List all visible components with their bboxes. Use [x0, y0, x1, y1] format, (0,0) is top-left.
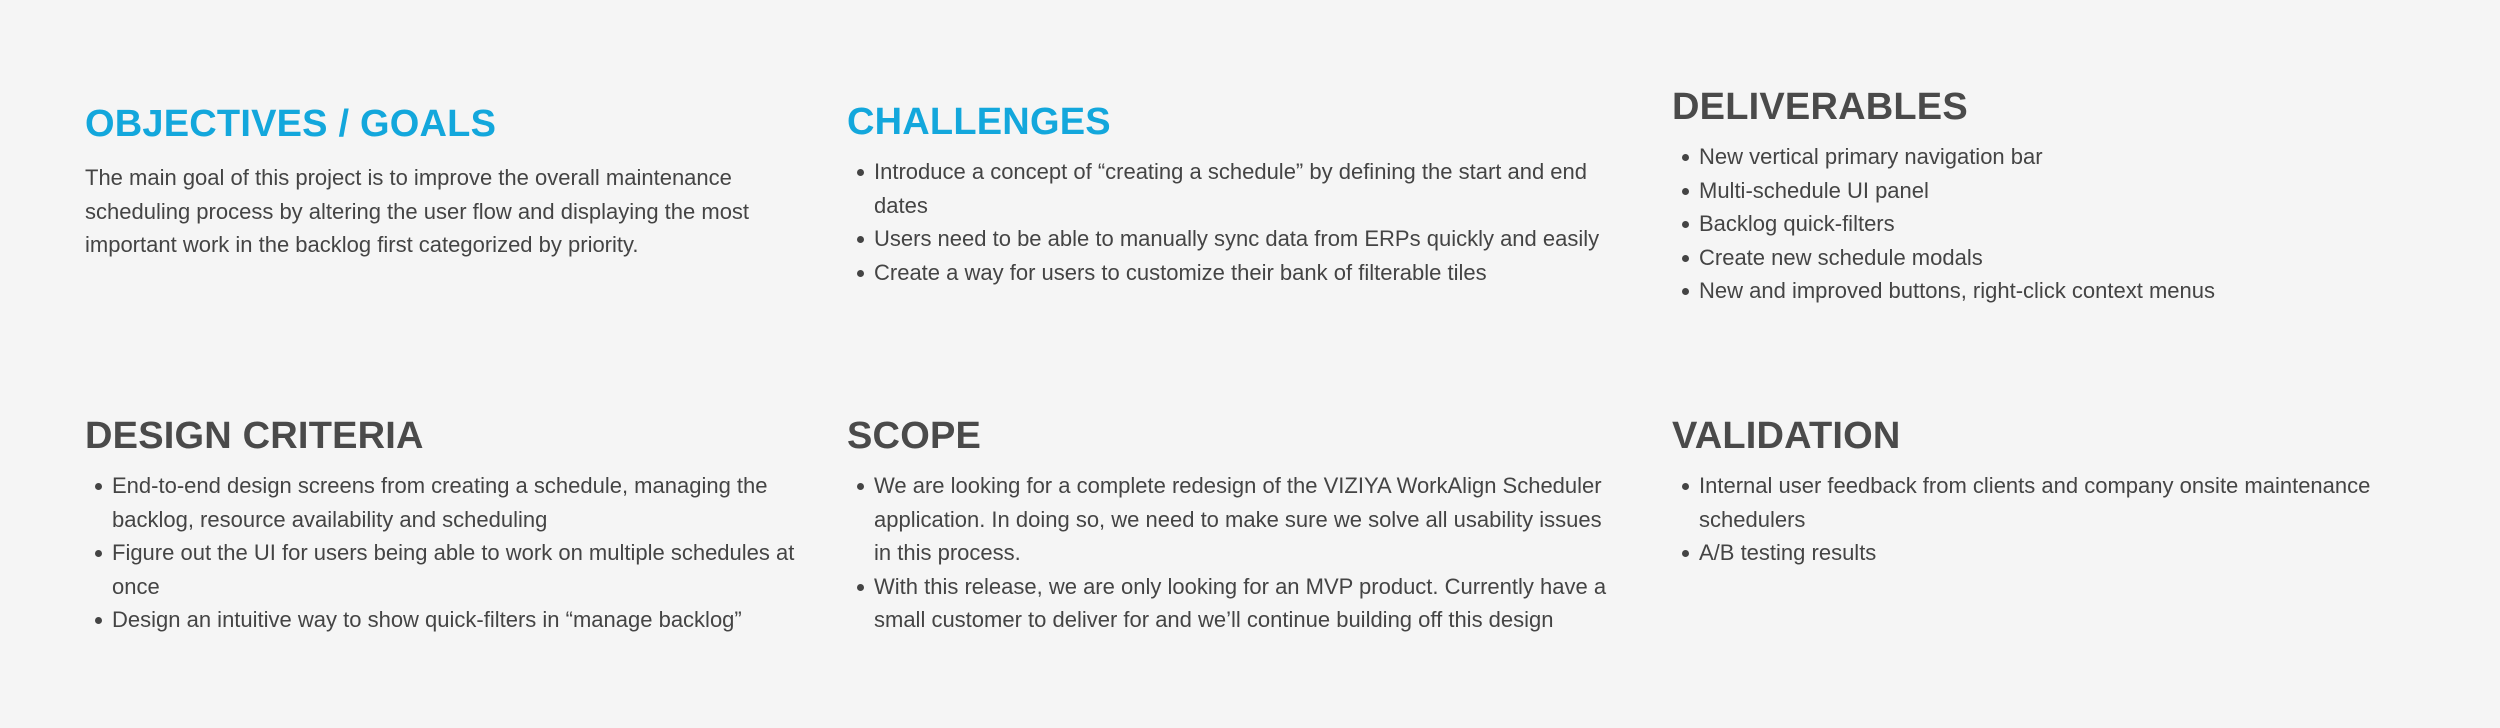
bullet-icon	[1682, 188, 1689, 195]
list-item-text: Users need to be able to manually sync data from ERPs quickly and easily	[874, 226, 1600, 251]
list-item	[85, 469, 805, 536]
validation-section	[1672, 413, 2432, 570]
bullet-icon	[857, 584, 864, 591]
list-item-text: Create new schedule modals	[1699, 244, 1983, 270]
bullet-icon	[857, 483, 864, 490]
challenges-list	[847, 155, 1607, 289]
challenges-section	[847, 99, 1607, 289]
deliverables-list	[1672, 140, 2432, 308]
list-item-text: Backlog quick-filters	[1699, 211, 1895, 236]
list-item-text: A/B testing results	[1699, 540, 1877, 565]
list-item	[847, 155, 1607, 222]
bullet-icon	[857, 270, 864, 277]
bullet-icon	[1682, 483, 1689, 490]
objectives-section	[85, 101, 805, 262]
list-item-text: End-to-end design screens from creating a schedule, managing the backlog, resource availability and scheduling	[112, 473, 768, 532]
bullet-icon	[1682, 255, 1689, 262]
list-item	[1672, 140, 2432, 174]
design-criteria-list	[85, 469, 805, 637]
list-item	[847, 256, 1607, 290]
objectives-body: The main goal of this project is to improve the overall maintenance scheduling process by altering the user flow and displaying the most important work in the backlog first categorized by priority.	[85, 165, 750, 257]
list-item-text: Internal user feedback from clients and company onsite maintenance schedulers	[1699, 473, 2371, 532]
list-item	[847, 222, 1607, 256]
list-item	[1672, 536, 2432, 570]
list-item	[1672, 174, 2432, 208]
list-item-text: Figure out the UI for users being able to work on multiple schedules at once	[112, 540, 795, 599]
bullet-icon	[1682, 221, 1689, 228]
list-item-text: Multi-schedule UI panel	[1699, 177, 1929, 203]
list-item	[1672, 274, 2432, 308]
deliverables-heading: DELIVERABLES	[1672, 86, 1968, 128]
bullet-icon	[857, 169, 864, 176]
list-item	[85, 536, 805, 603]
bullet-icon	[95, 550, 102, 557]
bullet-icon	[857, 236, 864, 243]
bullet-icon	[1682, 288, 1689, 295]
list-item	[1672, 241, 2432, 275]
bullet-icon	[95, 483, 102, 490]
list-item	[85, 603, 805, 637]
deliverables-section	[1672, 84, 2432, 308]
challenges-heading: CHALLENGES	[847, 101, 1111, 143]
bullet-icon	[1682, 550, 1689, 557]
scope-section	[847, 413, 1607, 637]
list-item-text: Design an intuitive way to show quick-filters in “manage backlog”	[112, 607, 742, 632]
list-item	[1672, 469, 2432, 536]
list-item	[1672, 207, 2432, 241]
objectives-heading: OBJECTIVES / GOALS	[85, 103, 497, 145]
bullet-icon	[1682, 154, 1689, 161]
design-criteria-heading: DESIGN CRITERIA	[85, 415, 424, 457]
list-item	[847, 469, 1607, 570]
bullet-icon	[95, 617, 102, 624]
list-item-text: With this release, we are only looking for an MVP product. Currently have a small customer to deliver for and we’ll continue building off this design	[874, 573, 1607, 632]
scope-heading: SCOPE	[847, 415, 982, 457]
design-criteria-section	[85, 413, 805, 637]
list-item-text: We are looking for a complete redesign of the VIZIYA WorkAlign Scheduler application. In doing so, we need to make sure we solve all usability issues in this process.	[874, 473, 1602, 565]
validation-heading: VALIDATION	[1672, 415, 1901, 457]
scope-list	[847, 469, 1607, 637]
list-item	[847, 570, 1607, 637]
list-item-text: New vertical primary navigation bar	[1699, 144, 2043, 169]
validation-list	[1672, 469, 2432, 570]
list-item-text: New and improved buttons, right-click context menus	[1699, 278, 2216, 303]
list-item-text: Create a way for users to customize their bank of filterable tiles	[874, 259, 1487, 285]
list-item-text: Introduce a concept of “creating a schedule” by defining the start and end dates	[874, 159, 1588, 218]
